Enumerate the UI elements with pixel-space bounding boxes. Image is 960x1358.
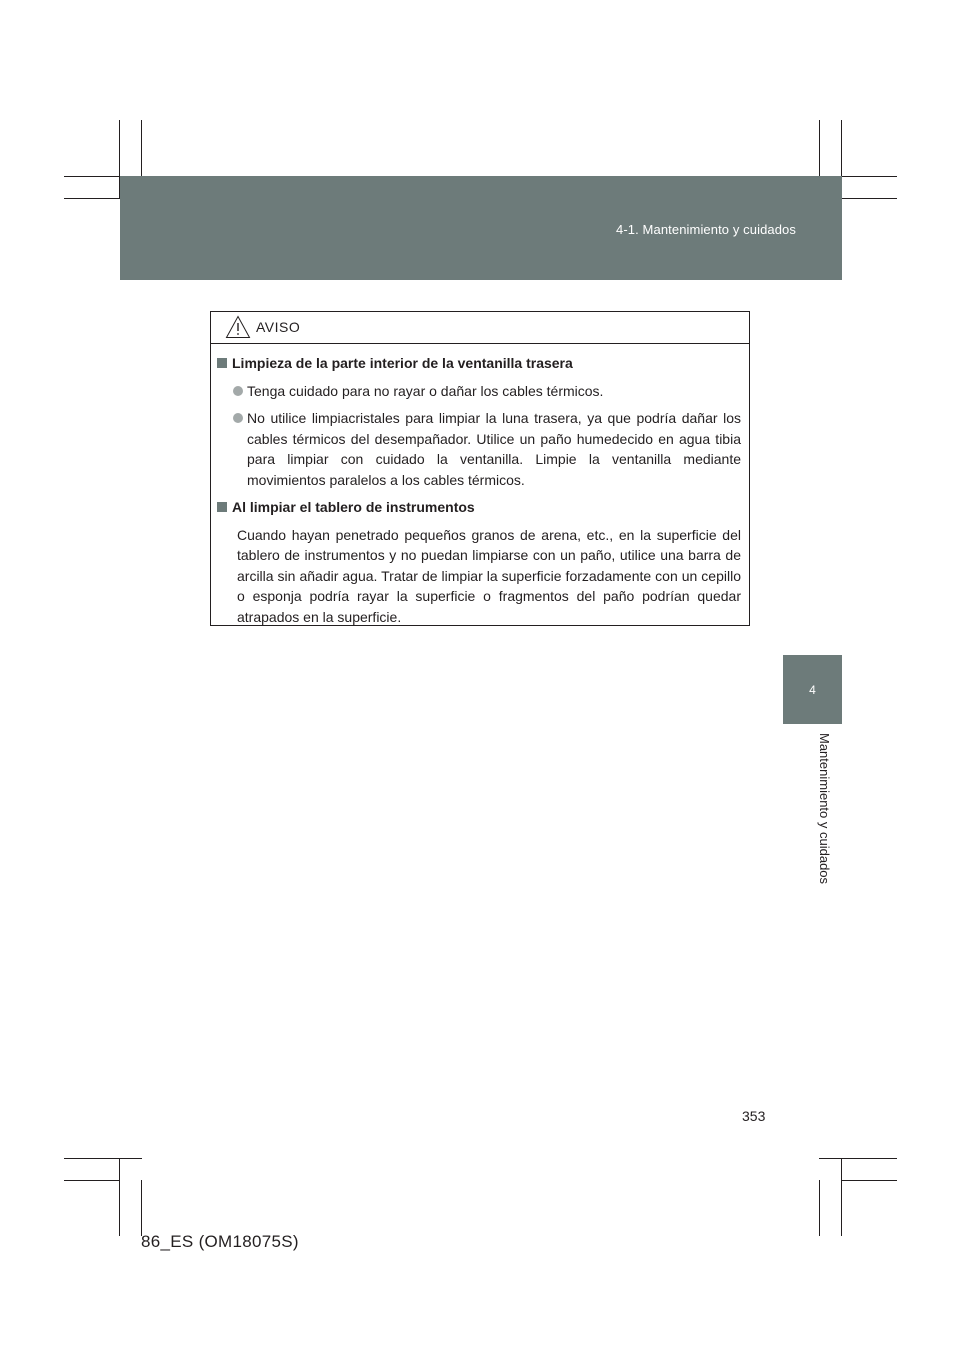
page-header [120,176,842,280]
page-number: 353 [742,1108,766,1124]
circle-bullet-icon [233,386,243,396]
square-bullet-icon [217,358,227,368]
list-item-text: Tenga cuidado para no rayar o dañar los cables térmicos. [247,382,604,399]
section-paragraph: Cuando hayan penetrado pequeños granos de arena, etc., en la superficie del tablero de instrumentos y no puedan limpiarse con un paño, utilice una barra de arcilla sin añadir agua. Tratar de limpiar la superficie forzadamente con un cepillo o esponja podría rayar la superficie o fragmentos del paño podrían quedar atrapados en la superficie. [237,526,741,625]
section-heading-text: Limpieza de la parte interior de la ventanilla trasera [232,355,573,371]
warning-header [211,312,749,344]
circle-bullet-icon [233,413,243,423]
crop-mark [841,1180,897,1181]
section-title: 4-1. Mantenimiento y cuidados [616,222,796,237]
list-item-text: No utilice limpiacristales para limpiar la luna trasera, ya que podría dañar los cables térmicos del desempañador. Utilice un paño humedecido en agua tibia para limpiar con cuidado la ventanilla. Limpie la ventanilla mediante movimientos paralelos a los cables térmicos. [247,410,741,488]
chapter-number: 4 [809,683,816,697]
section-heading [217,497,741,518]
crop-mark [141,1180,142,1236]
crop-mark [119,1158,120,1236]
crop-mark [64,1158,142,1159]
warning-triangle-icon [225,315,251,339]
square-bullet-icon [217,502,227,512]
list-item [217,408,741,490]
warning-body [211,344,749,627]
crop-mark [64,1180,120,1181]
crop-mark [841,1158,842,1236]
section-heading-text: Al limpiar el tablero de instrumentos [232,499,475,515]
warning-box [210,311,750,626]
crop-mark [841,198,897,199]
chapter-label: Mantenimiento y cuidados [817,733,832,885]
document-code: 86_ES (OM18075S) [141,1232,299,1251]
warning-title: AVISO [256,319,301,335]
crop-mark [819,1180,820,1236]
crop-mark [819,1158,897,1159]
crop-mark [64,198,120,199]
list-item [217,381,741,402]
chapter-tab [783,655,842,724]
section-heading [217,353,741,374]
